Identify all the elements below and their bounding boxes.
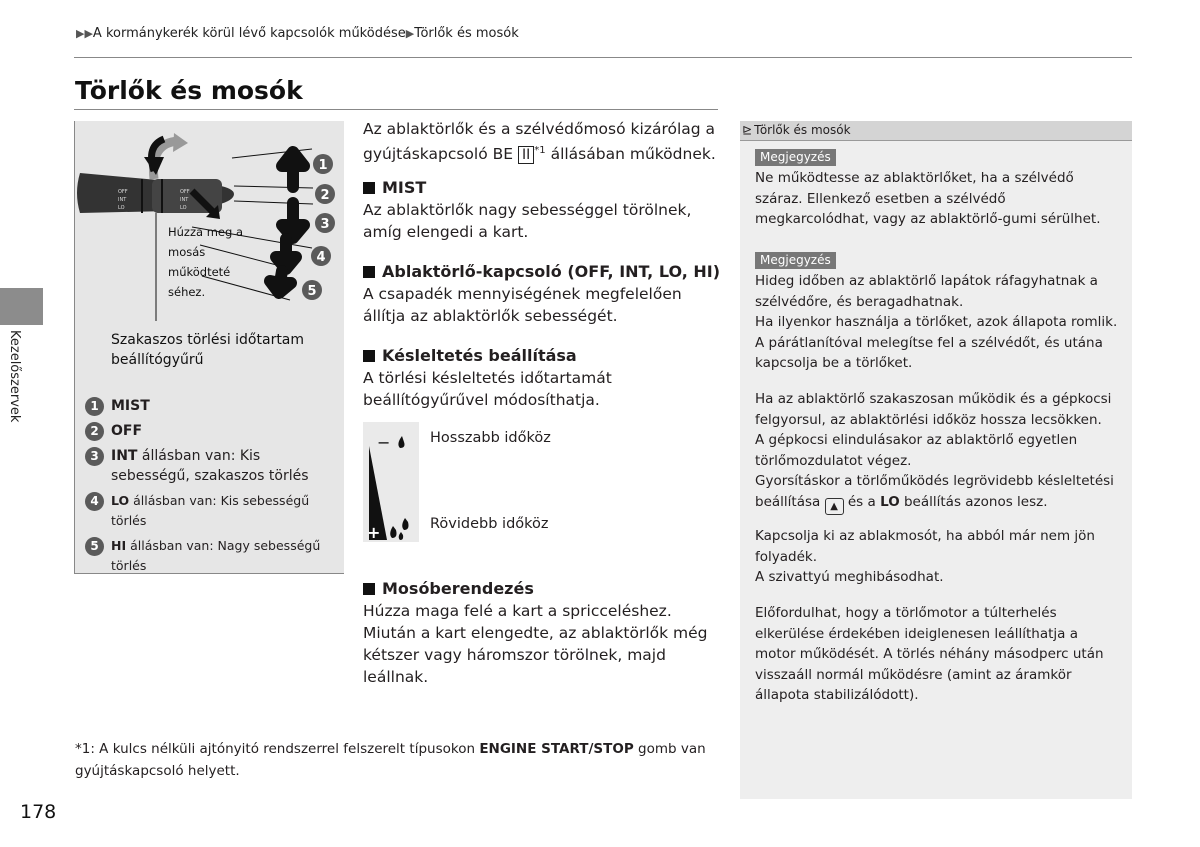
- legend-item: 4 LO állásban van: Kis sebességű törlés: [85, 491, 343, 531]
- number-badge: 1: [85, 397, 104, 416]
- number-badge: 4: [85, 492, 104, 511]
- callout-number: 3: [320, 217, 330, 232]
- double-arrow-icon: ⊵: [742, 123, 753, 137]
- note2-text: Hideg időben az ablaktörlő lapátok ráfagyhatnak a szélvédőre, és beragadhatnak. Ha ilyenkor használja a törlőket, azok állapota romlik. A párátlanítóval melegítse fel a szélvédőt, és utána kapcsolja be a törlőket.: [755, 273, 1118, 371]
- footnote: *1: A kulcs nélküli ajtónyitó rendszerrel felszerelt típusokon ENGINE START/STOP gomb van gyújtáskapcsoló helyett.: [75, 741, 706, 779]
- callout-number: 5: [307, 284, 317, 299]
- arrow-up-icon: [282, 152, 304, 187]
- chapter-label: Kezelőszervek: [7, 330, 22, 423]
- raindrop-icon: [390, 526, 396, 538]
- square-bullet-icon: [363, 182, 375, 194]
- section-body: A törlési késleltetés időtartamát beállítógyűrűvel módosíthatja.: [363, 369, 612, 410]
- motor-note-text: Előfordulhat, hogy a törlőmotor a túlterhelés elkerülése érdekében ideiglenesen leállíthatja a motor működését. A törlés néhány másodperc után visszaáll normál működésre (amint az áramkör állapota stabilizálódott).: [755, 605, 1104, 703]
- figure-caption: Szakaszos törlési időtartam beállítógyűrű: [111, 332, 305, 368]
- note-badge: Megjegyzés: [755, 149, 836, 166]
- svg-text:LO: LO: [180, 205, 187, 211]
- title-divider: [74, 109, 718, 110]
- legend-item: 5 HI állásban van: Nagy sebességű törlés: [85, 536, 343, 576]
- section-heading: MIST: [363, 177, 723, 199]
- section-body: Az ablaktörlők nagy sebességgel törölnek, amíg elengedi a kart.: [363, 201, 692, 242]
- page-number: 178: [20, 801, 57, 823]
- section-body: A csapadék mennyiségének megfelelően állítja az ablaktörlők sebességét.: [363, 285, 682, 326]
- callout-number: 1: [318, 158, 328, 173]
- square-bullet-icon: [363, 583, 375, 595]
- square-bullet-icon: [363, 266, 375, 278]
- breadcrumb: [76, 26, 519, 41]
- breadcrumb-part1[interactable]: A kormánykerék körül lévő kapcsolók működése: [92, 26, 406, 41]
- section-heading: Mosóberendezés: [363, 578, 723, 600]
- breadcrumb-arrow-icon: ▶▶: [76, 27, 93, 40]
- ignition-key-position: II: [518, 146, 534, 164]
- figure-legend: [85, 396, 343, 581]
- svg-text:INT: INT: [180, 197, 189, 203]
- breadcrumb-arrow-icon: ▶: [405, 27, 415, 40]
- top-divider: [74, 57, 1132, 58]
- number-badge: 2: [85, 422, 104, 441]
- washer-line1: Húzza maga felé a kart a spricceléshez.: [363, 602, 672, 620]
- delay-long-label: Hosszabb időköz: [430, 430, 551, 446]
- delay-short-label: Rövidebb időköz: [430, 516, 549, 532]
- notes-panel-divider: [740, 140, 1132, 141]
- intermittent-wiper-icon: ▲: [825, 498, 844, 515]
- page-title: Törlők és mosók: [75, 76, 303, 105]
- chapter-tab: [0, 288, 43, 325]
- svg-text:+: +: [367, 523, 381, 542]
- callout-number: 4: [316, 250, 326, 265]
- main-text: [363, 118, 723, 411]
- section-heading: Ablaktörlő-kapcsoló (OFF, INT, LO, HI): [363, 261, 723, 283]
- raindrop-icon: [398, 436, 404, 448]
- svg-text:LO: LO: [118, 205, 125, 211]
- legend-item: 1 MIST: [85, 396, 343, 416]
- callout-number: 2: [320, 188, 330, 203]
- footnote-ref[interactable]: *1: [534, 145, 546, 156]
- svg-text:INT: INT: [118, 197, 127, 203]
- svg-text:OFF: OFF: [180, 189, 190, 195]
- square-bullet-icon: [363, 350, 375, 362]
- notes-panel-header: ⊵ Törlők és mosók: [740, 121, 1132, 140]
- note-badge: Megjegyzés: [755, 252, 836, 269]
- delay-wedge-graphic: [363, 424, 418, 542]
- figure-callout-text: Húzza meg a mosás működteté séhez.: [168, 225, 243, 299]
- svg-text:OFF: OFF: [118, 189, 128, 195]
- breadcrumb-part2[interactable]: Törlők és mosók: [414, 26, 519, 41]
- washer-note-text: Kapcsolja ki az ablakmosót, ha abból már nem jön folyadék. A szivattyú meghibásodhat.: [755, 528, 1095, 585]
- speed-note-text: Ha az ablaktörlő szakaszosan működik és a gépkocsi felgyorsul, az ablaktörlési időköz hossza lecsökken. A gépkocsi elindulásakor az ablaktörlő egyetlen törlőmozdulatot végez. Gyorsításkor a törlőműködés legrövidebb késleltetési beállítása ▲ és a LO beállítás azonos lesz.: [755, 389, 1120, 515]
- section-heading: Késleltetés beállítása: [363, 345, 723, 367]
- svg-text:−: −: [377, 433, 391, 452]
- intro-paragraph: Az ablaktörlők és a szélvédőmosó kizárólag a gyújtáskapcsoló BE II $^{*1}$ állásában működnek.: [363, 120, 716, 164]
- washer-section: [363, 578, 723, 688]
- note1-text: Ne működtesse az ablaktörlőket, ha a szélvédő száraz. Ellenkező esetben a szélvédő megkarcolódhat, vagy az ablaktörlő-gumi sérülhet.: [755, 170, 1101, 227]
- number-badge: 3: [85, 447, 104, 466]
- legend-item: 3 INT állásban van: Kis sebességű, szakaszos törlés: [85, 446, 343, 486]
- arrow-down-icon: [282, 203, 304, 238]
- number-badge: 5: [85, 537, 104, 556]
- legend-item: 2 OFF: [85, 421, 343, 441]
- washer-line2: Miután a kart elengedte, az ablaktörlők még kétszer vagy háromszor törölnek, majd leállnak.: [363, 624, 708, 686]
